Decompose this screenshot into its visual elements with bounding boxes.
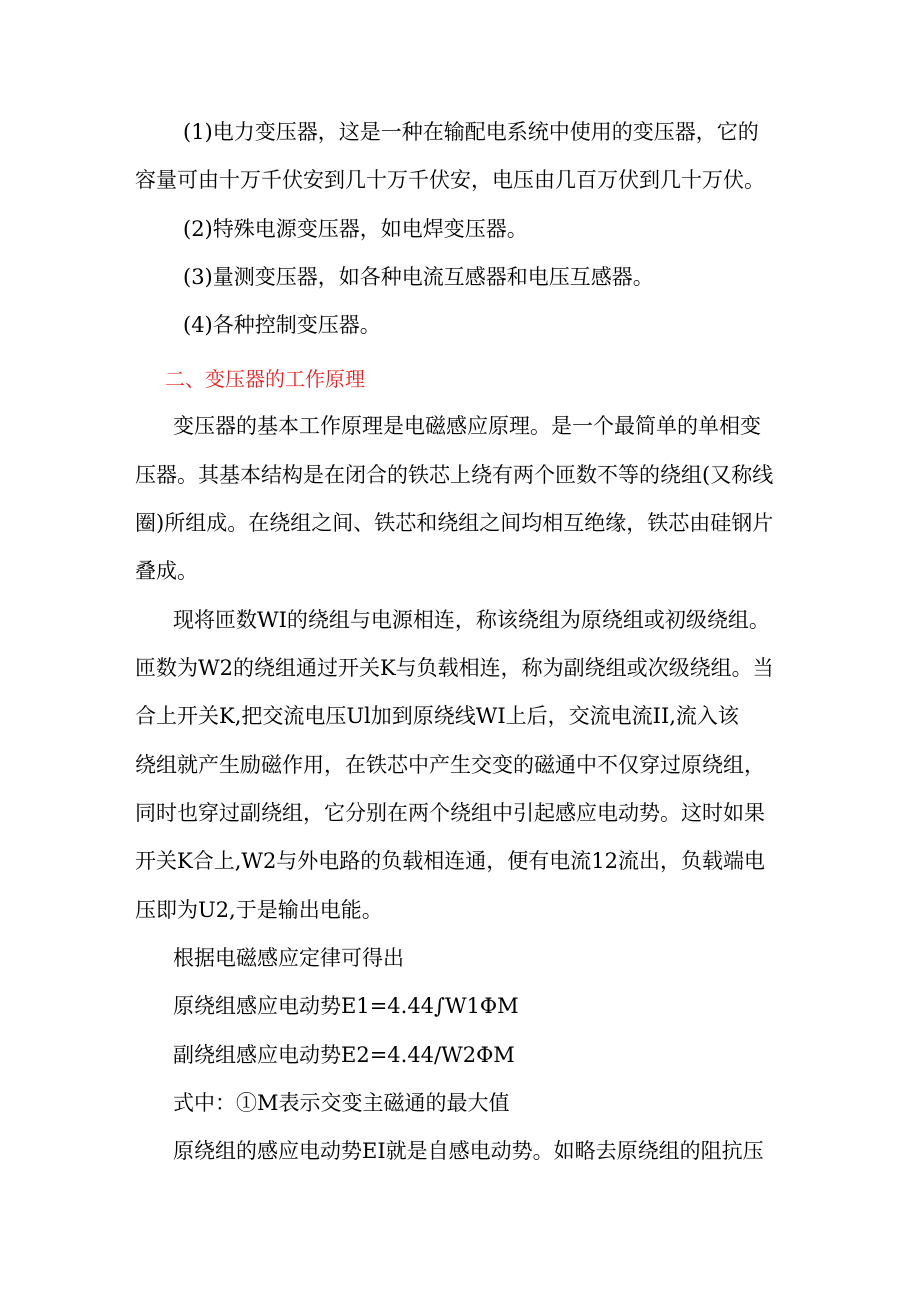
text-line: 根据电磁感应定律可得出: [173, 946, 404, 970]
text-line: (1)电力变压器，这是一种在输配电系统中使用的变压器，它的: [183, 120, 759, 144]
text-line: 匝数为W2的绕组通过开关K与负载相连，称为副绕组或次级绕组。当: [135, 656, 774, 680]
text-line: 绕组就产生励磁作用，在铁芯中产生交变的磁通中不仅穿过原绕组，: [135, 753, 765, 777]
text-line: (3)量测变压器，如各种电流互感器和电压互感器。: [183, 265, 654, 289]
text-line: 同时也穿过副绕组，它分别在两个绕组中引起感应电动势。这时如果: [135, 801, 765, 825]
text-line: (2)特殊电源变压器，如电焊变压器。: [183, 217, 528, 241]
text-line: (4)各种控制变压器。: [183, 313, 381, 337]
text-line: 副绕组感应电动势E2=4.44/W2ΦM: [173, 1043, 515, 1067]
text-line: 式中：①M表示交变主磁通的最大值: [173, 1091, 510, 1115]
text-line: 压器。其基本结构是在闭合的铁芯上绕有两个匝数不等的绕组(又称线: [135, 463, 774, 487]
text-line: 原绕组感应电动势E1=4.44∫W1ΦM: [173, 994, 519, 1018]
text-line: 圈)所组成。在绕组之间、铁芯和绕组之间均相互绝缘，铁芯由硅钢片: [135, 511, 774, 535]
text-line: 变压器的基本工作原理是电磁感应原理。是一个最简单的单相变: [173, 414, 761, 438]
text-line: 现将匝数WI的绕组与电源相连，称该绕组为原绕组或初级绕组。: [173, 608, 770, 632]
text-line: 容量可由十万千伏安到几十万千伏安，电压由几百万伏到几十万伏。: [135, 168, 765, 192]
text-line: 原绕组的感应电动势EI就是自感电动势。如略去原绕组的阻抗压: [173, 1139, 764, 1163]
text-line: 合上开关K,把交流电压Ul加到原绕线WI上后，交流电流II,流入该: [135, 704, 739, 728]
text-line: 叠成。: [135, 559, 198, 583]
text-line: 压即为U2,于是输出电能。: [135, 898, 383, 922]
section-heading: 二、变压器的工作原理: [165, 367, 365, 391]
text-line: 开关K合上,W2与外电路的负载相连通，便有电流12流出，负载端电: [135, 849, 766, 873]
